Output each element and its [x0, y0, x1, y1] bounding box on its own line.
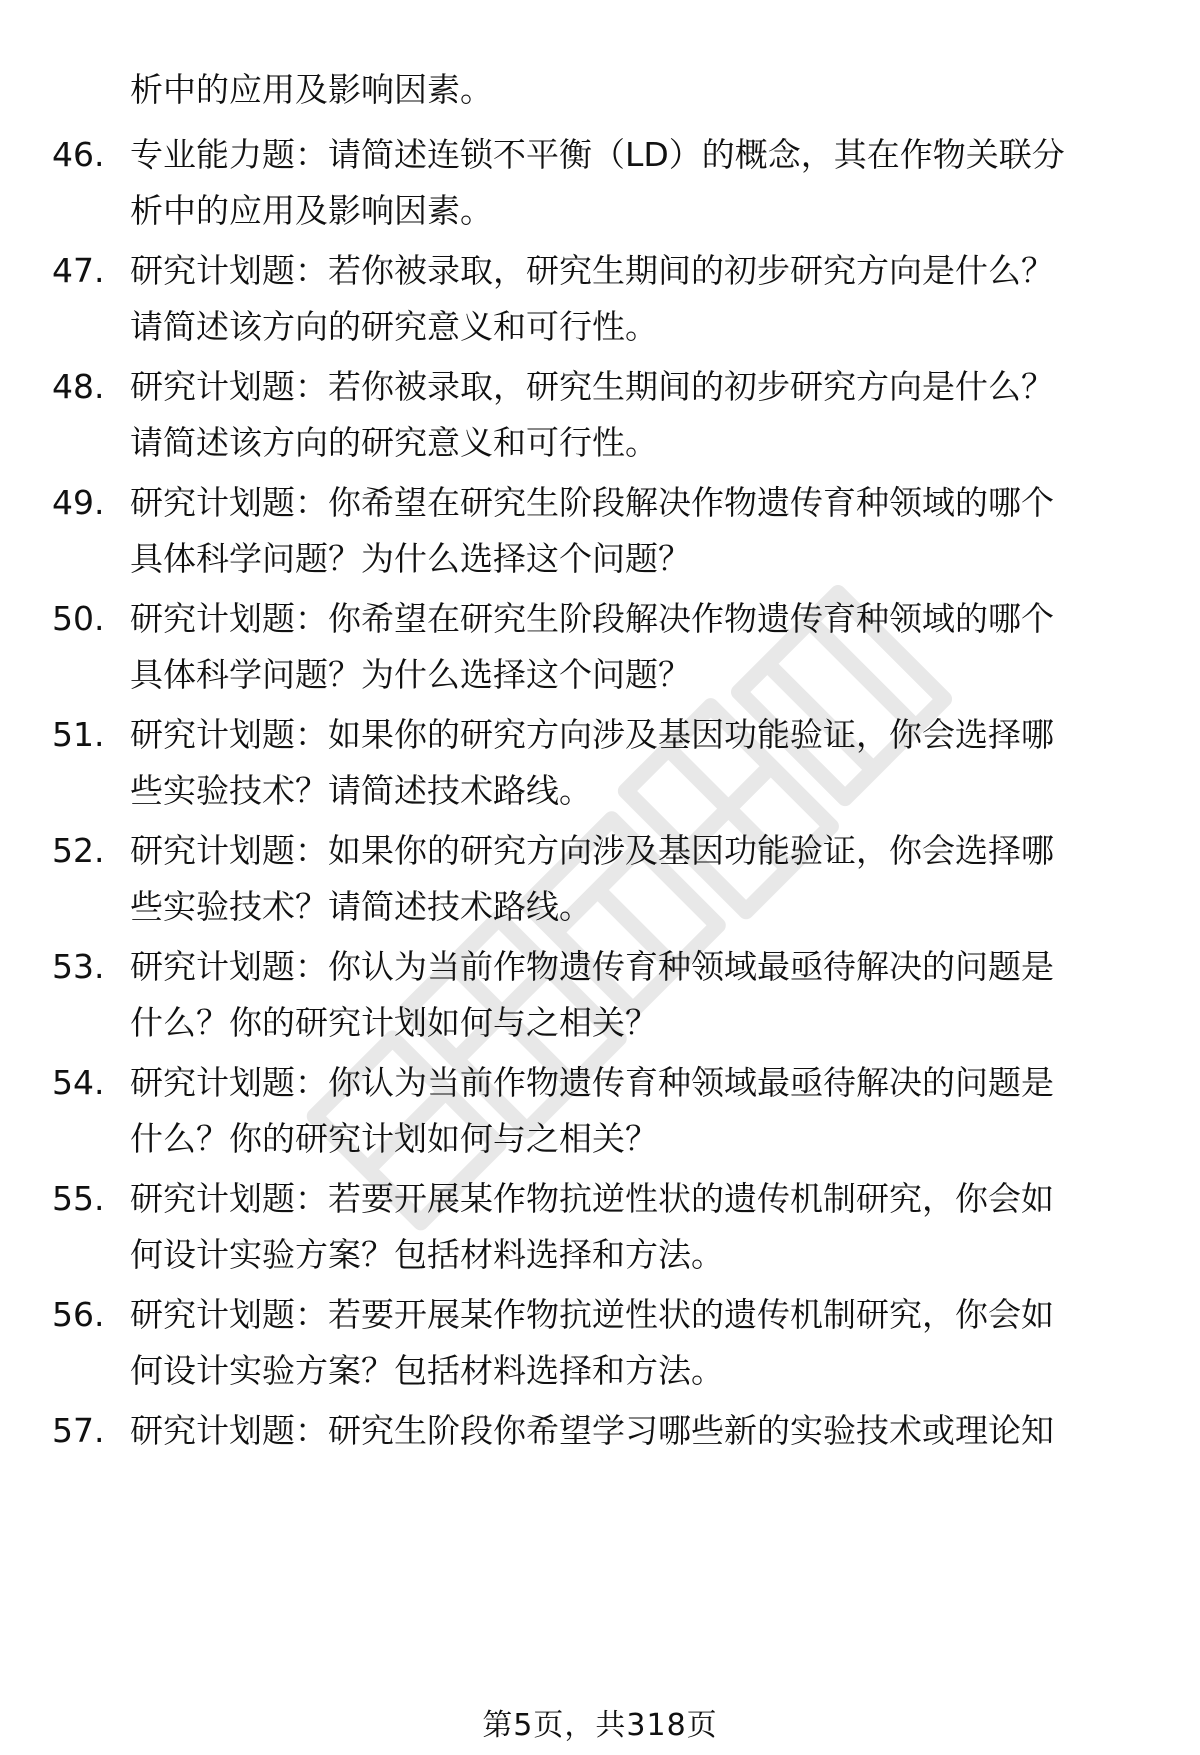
page-footer: 第5页，共318页	[482, 1708, 718, 1743]
question-number: 49.	[52, 483, 105, 522]
question-text: 些实验技术？请简述技术路线。	[130, 771, 592, 810]
question-text: 些实验技术？请简述技术路线。	[130, 887, 592, 926]
question-text: 研究计划题：若你被录取，研究生期间的初步研究方向是什么？	[130, 367, 1054, 406]
question-number: 57.	[52, 1411, 105, 1450]
question-number: 48.	[52, 367, 105, 406]
question-text: 研究计划题：你认为当前作物遗传育种领域最亟待解决的问题是	[130, 1063, 1054, 1102]
question-text: 研究计划题：研究生阶段你希望学习哪些新的实验技术或理论知	[130, 1411, 1054, 1450]
question-text: 请简述该方向的研究意义和可行性。	[130, 307, 658, 346]
question-text: 何设计实验方案？包括材料选择和方法。	[130, 1351, 724, 1390]
question-number: 50.	[52, 599, 105, 638]
question-text: 专业能力题：请简述连锁不平衡（LD）的概念，其在作物关联分	[130, 135, 1065, 174]
question-number: 47.	[52, 251, 105, 290]
question-item	[52, 359, 1162, 471]
question-item	[52, 1055, 1162, 1167]
question-text: 析中的应用及影响因素。	[130, 191, 493, 230]
question-text: 什么？你的研究计划如何与之相关？	[130, 1003, 658, 1042]
question-number: 54.	[52, 1063, 105, 1102]
question-text: 研究计划题：若你被录取，研究生期间的初步研究方向是什么？	[130, 251, 1054, 290]
question-item	[52, 939, 1162, 1051]
question-text: 研究计划题：若要开展某作物抗逆性状的遗传机制研究，你会如	[130, 1295, 1054, 1334]
question-item	[52, 591, 1162, 703]
question-number: 53.	[52, 947, 105, 986]
question-item	[52, 243, 1162, 355]
question-text: 具体科学问题？为什么选择这个问题？	[130, 655, 691, 694]
question-number: 52.	[52, 831, 105, 870]
question-text: 研究计划题：如果你的研究方向涉及基因功能验证，你会选择哪	[130, 715, 1054, 754]
question-item	[52, 823, 1162, 935]
question-text: 何设计实验方案？包括材料选择和方法。	[130, 1235, 724, 1274]
question-item	[52, 127, 1162, 239]
question-number: 46.	[52, 135, 105, 174]
question-text: 请简述该方向的研究意义和可行性。	[130, 423, 658, 462]
continued-text-line: 析中的应用及影响因素。	[130, 70, 493, 109]
question-number: 55.	[52, 1179, 105, 1218]
question-text: 具体科学问题？为什么选择这个问题？	[130, 539, 691, 578]
question-text: 研究计划题：你希望在研究生阶段解决作物遗传育种领域的哪个	[130, 599, 1054, 638]
question-item	[52, 1171, 1162, 1283]
question-text: 研究计划题：若要开展某作物抗逆性状的遗传机制研究，你会如	[130, 1179, 1054, 1218]
question-item	[52, 1287, 1162, 1399]
question-text: 研究计划题：你希望在研究生阶段解决作物遗传育种领域的哪个	[130, 483, 1054, 522]
question-item	[52, 707, 1162, 819]
question-item	[52, 475, 1162, 587]
question-text: 什么？你的研究计划如何与之相关？	[130, 1119, 658, 1158]
question-number: 56.	[52, 1295, 105, 1334]
question-item	[52, 1403, 1162, 1459]
question-number: 51.	[52, 715, 105, 754]
question-text: 研究计划题：如果你的研究方向涉及基因功能验证，你会选择哪	[130, 831, 1054, 870]
question-text: 研究计划题：你认为当前作物遗传育种领域最亟待解决的问题是	[130, 947, 1054, 986]
